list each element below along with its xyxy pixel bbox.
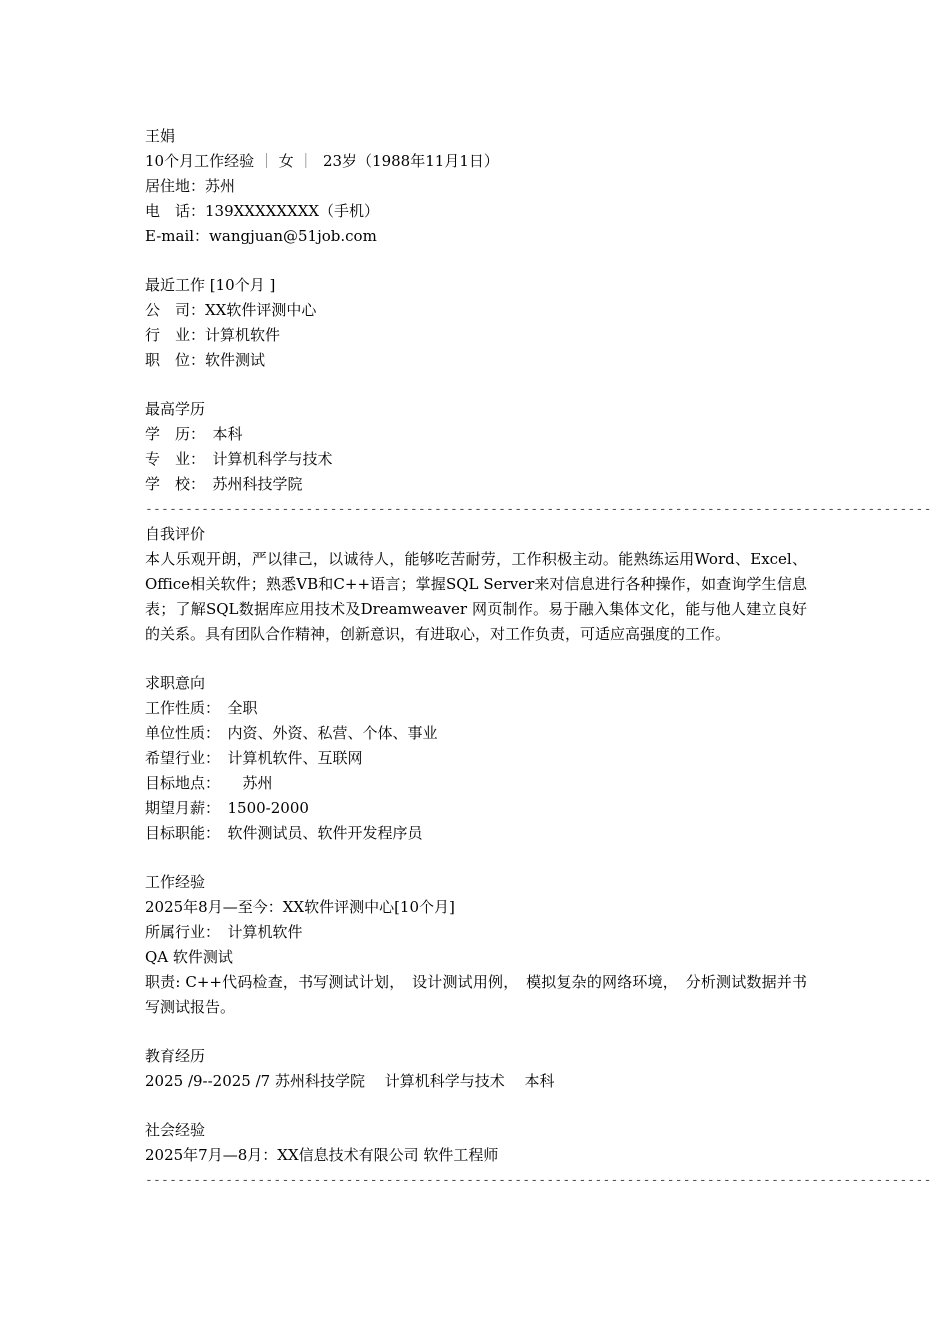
education-entry: 2025 /9--2025 /7 苏州科技学院 计算机科学与技术 本科 (145, 1072, 555, 1090)
top-education-major: 专 业： 计算机科学与技术 (145, 450, 333, 468)
gender: 女 (278, 152, 294, 170)
social-exp-entry: 2025年7月—8月：XX信息技术有限公司 软件工程师 (145, 1146, 499, 1164)
phone: 电 话：139XXXXXXXX（手机） (145, 202, 380, 220)
job-intent-org-type: 单位性质： 内资、外资、私营、个体、事业 (145, 724, 438, 742)
section-divider-bottom: -------------------------------------------------------------------------------------------------- (145, 1173, 932, 1188)
social-exp-heading: 社会经验 (145, 1121, 206, 1139)
work-exp-title: QA 软件测试 (145, 948, 233, 966)
work-exp-duties: 职责: C++代码检查，书写测试计划， 设计测试用例， 模拟复杂的网络环境， 分析测试数据并书写测试报告。 (145, 973, 807, 1016)
section-divider-top: -------------------------------------------------------------------------------------------------- (145, 502, 932, 517)
job-intent-location: 目标地点： 苏州 (145, 774, 273, 792)
self-eval-text: 本人乐观开朗，严以律己，以诚待人，能够吃苦耐劳，工作积极主动。能熟练运用Word、Excel、Office相关软件；熟悉VB和C++语言；掌握SQL Server来对信息进行各种操作，如查询学生信息表；了解SQL数据库应用技术及Dreamweaver 网页制作。易于融入集体文化，能与他人建立良好的关系。具有团队合作精神，创新意识，有进取心，对工作负责，可适应高强度的工作。 (145, 550, 807, 643)
recent-work-industry: 行 业：计算机软件 (145, 326, 281, 344)
work-exp-industry: 所属行业： 计算机软件 (145, 923, 303, 941)
self-eval-heading: 自我评价 (145, 525, 206, 543)
job-intent-function: 目标职能： 软件测试员、软件开发程序员 (145, 824, 423, 842)
job-intent-heading: 求职意向 (145, 674, 206, 692)
recent-work-position: 职 位：软件测试 (145, 351, 266, 369)
resume-document (145, 124, 932, 1193)
top-education-heading: 最高学历 (145, 400, 206, 418)
education-heading: 教育经历 (145, 1047, 206, 1065)
experience-length: 10个月工作经验 (145, 152, 255, 170)
residence: 居住地：苏州 (145, 177, 236, 195)
age-birthdate: 23岁（1988年11月1日） (322, 152, 499, 170)
recent-work-heading: 最近工作 [10个月 ] (145, 276, 276, 294)
applicant-name: 王娟 (145, 127, 176, 145)
email: E-mail：wangjuan@51job.com (145, 227, 377, 245)
summary-line: 10个月工作经验 ｜ 女 ｜ 23岁（1988年11月1日） (145, 152, 499, 170)
work-exp-heading: 工作经验 (145, 873, 206, 891)
job-intent-salary: 期望月薪： 1500-2000 (145, 799, 309, 817)
work-exp-period: 2025年8月—至今：XX软件评测中心[10个月] (145, 898, 455, 916)
recent-work-company: 公 司：XX软件评测中心 (145, 301, 317, 319)
job-intent-industry: 希望行业： 计算机软件、互联网 (145, 749, 363, 767)
top-education-school: 学 校： 苏州科技学院 (145, 475, 303, 493)
job-intent-nature: 工作性质： 全职 (145, 699, 258, 717)
top-education-degree: 学 历： 本科 (145, 425, 243, 443)
